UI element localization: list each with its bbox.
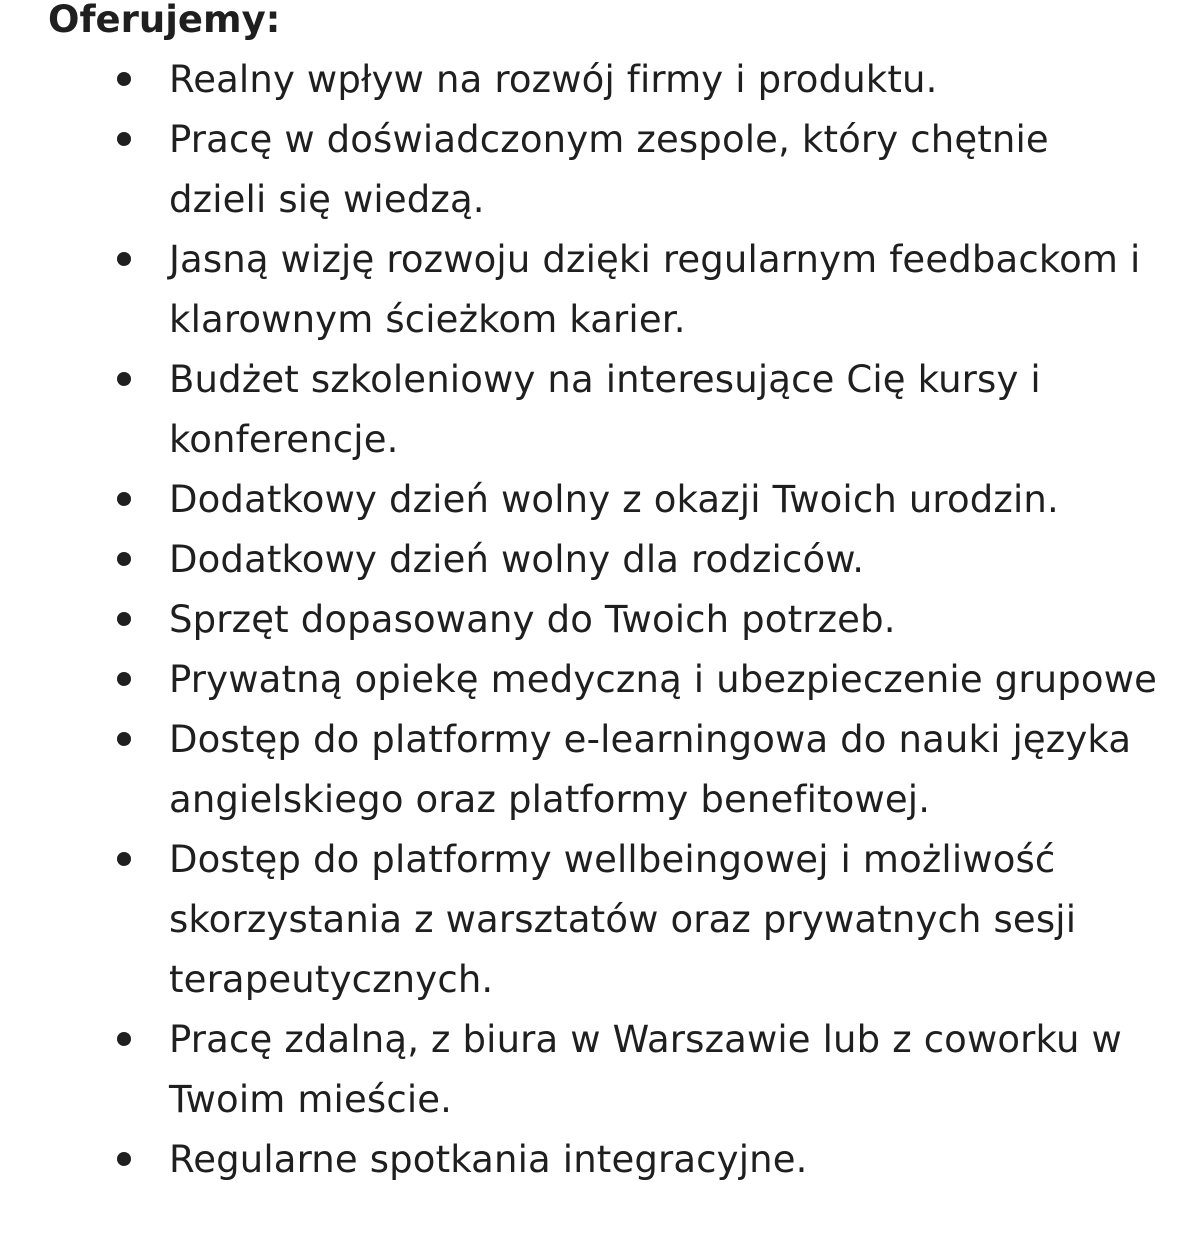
list-item xyxy=(48,110,1158,230)
bullet-dot-icon xyxy=(117,612,131,626)
list-item xyxy=(48,530,1158,590)
list-item-text: Prywatną opiekę medyczną i ubezpieczenie grupowe xyxy=(169,658,1158,701)
bullet-dot-icon xyxy=(117,672,131,686)
list-item xyxy=(48,1010,1158,1130)
list-item-text: Pracę zdalną, z biura w Warszawie lub z coworku w Twoim mieście. xyxy=(169,1018,1122,1121)
list-item xyxy=(48,1130,1158,1190)
offer-section xyxy=(48,0,1158,1181)
bullet-dot-icon xyxy=(117,132,131,146)
list-item-text: Dodatkowy dzień wolny z okazji Twoich urodzin. xyxy=(169,478,1059,521)
list-item-text: Budżet szkoleniowy na interesujące Cię kursy i konferencje. xyxy=(169,358,1041,461)
list-item-text: Sprzęt dopasowany do Twoich potrzeb. xyxy=(169,598,896,641)
bullet-dot-icon xyxy=(117,732,131,746)
section-heading: Oferujemy: xyxy=(48,0,281,41)
bullet-dot-icon xyxy=(117,1032,131,1046)
bullet-dot-icon xyxy=(117,552,131,566)
list-item xyxy=(48,50,1158,110)
list-item-text: Realny wpływ na rozwój firmy i produktu. xyxy=(169,58,938,101)
list-item xyxy=(48,710,1158,830)
list-item xyxy=(48,830,1158,1010)
list-item-text: Jasną wizję rozwoju dzięki regularnym feedbackom i klarownym ścieżkom karier. xyxy=(169,238,1141,341)
bullet-dot-icon xyxy=(117,372,131,386)
list-item-text: Regularne spotkania integracyjne. xyxy=(169,1138,808,1181)
offer-list xyxy=(48,50,1158,1190)
list-item xyxy=(48,230,1158,350)
bullet-dot-icon xyxy=(117,252,131,266)
bullet-dot-icon xyxy=(117,852,131,866)
list-item xyxy=(48,350,1158,470)
list-item-text: Dostęp do platformy e-learningowa do nauki języka angielskiego oraz platformy benefitowej. xyxy=(169,718,1132,821)
list-item xyxy=(48,590,1158,650)
list-item xyxy=(48,470,1158,530)
list-item xyxy=(48,650,1158,710)
bullet-dot-icon xyxy=(117,1152,131,1166)
bullet-dot-icon xyxy=(117,492,131,506)
bullet-dot-icon xyxy=(117,72,131,86)
list-item-text: Dodatkowy dzień wolny dla rodziców. xyxy=(169,538,865,581)
list-item-text: Dostęp do platformy wellbeingowej i możliwość skorzystania z warsztatów oraz prywatnych sesji terapeutycznych. xyxy=(169,838,1077,1001)
list-item-text: Pracę w doświadczonym zespole, który chętnie dzieli się wiedzą. xyxy=(169,118,1049,221)
